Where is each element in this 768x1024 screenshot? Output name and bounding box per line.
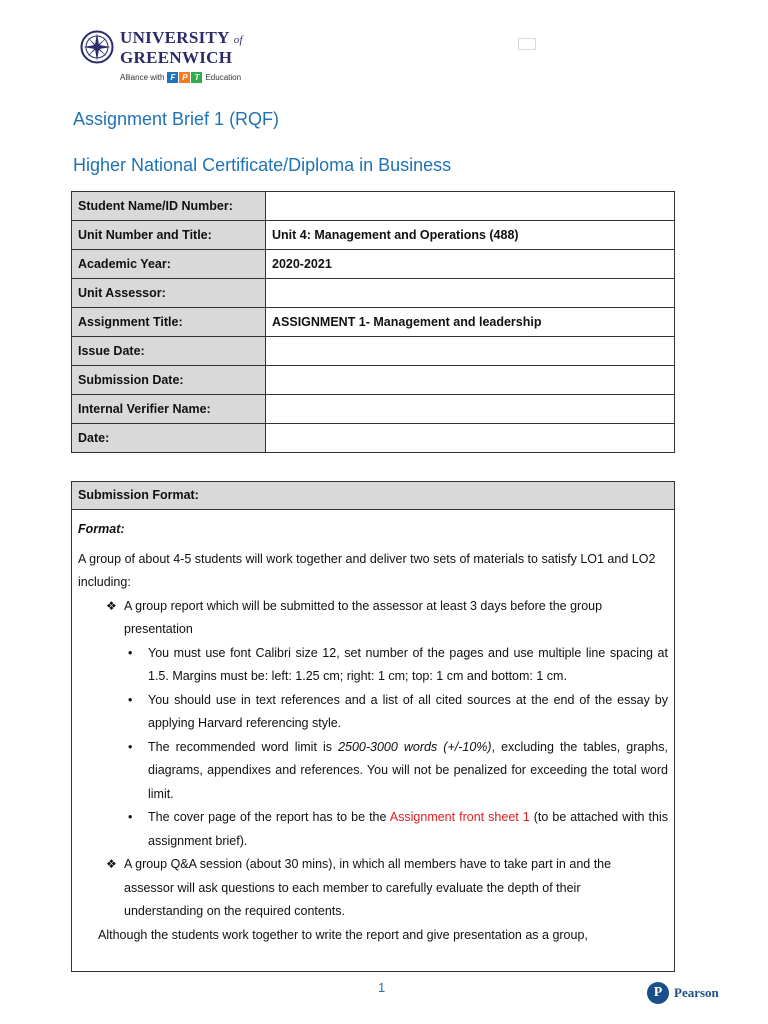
row-value (266, 424, 675, 453)
page-title: Assignment Brief 1 (RQF) (73, 109, 280, 129)
submission-format-box (71, 481, 675, 972)
table-row (72, 366, 675, 395)
bullet-icon: • (128, 692, 133, 707)
university-name: UNIVERSITY of GREENWICH (120, 28, 243, 67)
closing-paragraph: Although the students work together to write the report and give presentation as a group, (98, 927, 588, 942)
compass-rose-seal-icon (80, 30, 114, 64)
diamond-bullet-icon: ❖ (106, 857, 117, 871)
page-number: 1 (378, 980, 386, 995)
fpt-letter: T (191, 72, 202, 83)
bullet-icon: • (128, 739, 133, 754)
pearson-icon: P (647, 982, 669, 1004)
row-value (266, 279, 675, 308)
row-label: Academic Year: (72, 250, 266, 279)
row-label: Submission Date: (72, 366, 266, 395)
submission-format-header: Submission Format: (72, 482, 674, 510)
pearson-logo (647, 982, 719, 1004)
bullet-icon: • (128, 645, 133, 660)
row-value (266, 337, 675, 366)
row-label: Date: (72, 424, 266, 453)
fpt-logo (167, 72, 202, 83)
table-row (72, 279, 675, 308)
diamond-bullet-icon: ❖ (106, 598, 117, 613)
table-row (72, 337, 675, 366)
table-row (72, 192, 675, 221)
row-value: Unit 4: Management and Operations (488) (266, 221, 675, 250)
row-value (266, 395, 675, 424)
table-row (72, 424, 675, 453)
table-row (72, 308, 675, 337)
bullet-icon: • (128, 810, 133, 824)
pearson-wordmark: Pearson (674, 985, 719, 1000)
intro-paragraph: A group of about 4-5 students will work together and deliver two sets of materials to satisfy LO1 and LO2 including: (78, 551, 656, 589)
row-value: 2020-2021 (266, 250, 675, 279)
list-item: ❖ A group report which will be submitted to the assessor at least 3 days before the group presentation (78, 595, 634, 642)
row-label: Student Name/ID Number: (72, 192, 266, 221)
list-item: • The cover page of the report has to be the Assignment front sheet 1 (to be attached with this assignment brief). (78, 806, 668, 853)
row-label: Unit Assessor: (72, 279, 266, 308)
submission-format-body (72, 510, 674, 947)
row-value (266, 366, 675, 395)
list-item: • You must use font Calibri size 12, set number of the pages and use multiple line spacing at 1.5. Margins must be: left: 1.25 cm; right: 1 cm; top: 1 cm and bottom: 1 cm. (78, 642, 668, 689)
table-row (72, 221, 675, 250)
table-row (72, 395, 675, 424)
row-label: Issue Date: (72, 337, 266, 366)
list-item: ❖ A group Q&A session (about 30 mins), in which all members have to take part in and the assessor will ask questions to each member to carefully evaluate the depth of their understanding on the required contents. (78, 853, 634, 924)
list-item: • You should use in text references and a list of all cited sources at the end of the essay by applying Harvard referencing style. (78, 689, 668, 736)
fpt-letter: P (179, 72, 190, 83)
university-logo (80, 28, 250, 88)
row-value: ASSIGNMENT 1- Management and leadership (266, 308, 675, 337)
front-sheet-reference: Assignment front sheet 1 (389, 810, 530, 824)
row-label: Assignment Title: (72, 308, 266, 337)
decorative-mark (518, 38, 536, 50)
format-label: Format: (78, 522, 125, 536)
row-label: Internal Verifier Name: (72, 395, 266, 424)
row-label: Unit Number and Title: (72, 221, 266, 250)
table-row (72, 250, 675, 279)
alliance-line: Alliance with F P T Education (120, 73, 242, 82)
page-subtitle: Higher National Certificate/Diploma in Business (73, 155, 452, 175)
list-item: • The recommended word limit is 2500-3000 words (+/-10%), excluding the tables, graphs, diagrams, appendixes and references. You will not be penalized for exceeding the total word limit. (78, 736, 668, 807)
assignment-info-table (71, 191, 675, 453)
row-value (266, 192, 675, 221)
fpt-letter: F (167, 72, 178, 83)
